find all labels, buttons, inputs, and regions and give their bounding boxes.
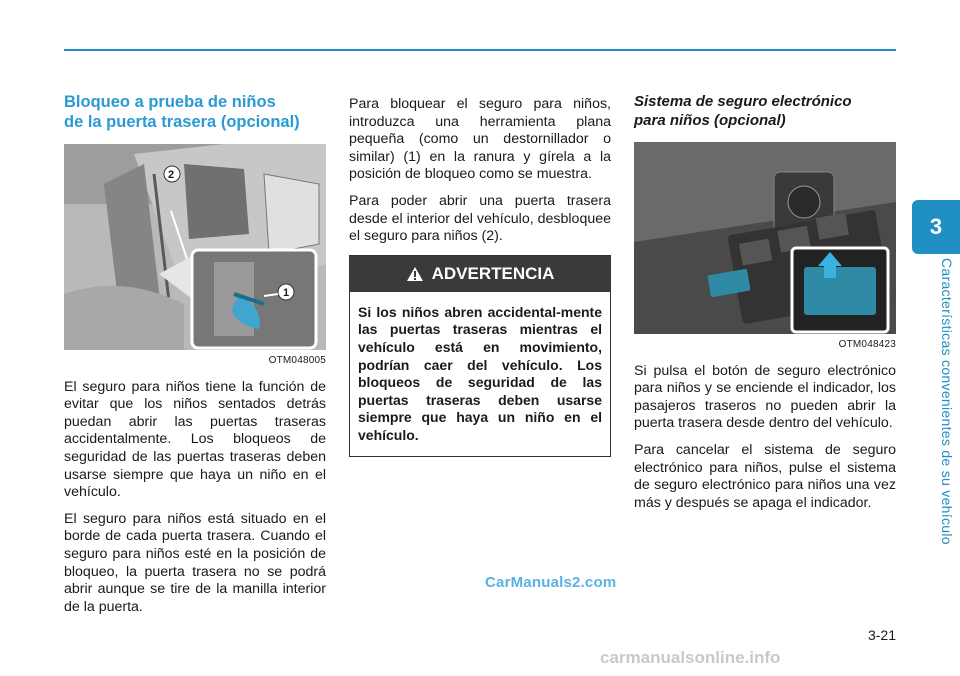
callout-1-label: 1	[283, 287, 290, 299]
column-2	[349, 96, 611, 457]
callout-2-label: 2	[168, 169, 175, 181]
paragraph: Para poder abrir una puerta trasera desde el interior del vehículo, desbloquee el seguro para niños (2).	[349, 192, 611, 245]
paragraph: El seguro para niños está situado en el borde de cada puerta trasera. Cuando el seguro para niños esté en la posición de bloqueo, la puerta trasera no se podrá abrir aunque se tire de la manilla interior de la puerta.	[64, 510, 326, 615]
column-1	[64, 92, 326, 625]
page-number: 3-21	[867, 627, 896, 643]
section-heading-child-lock: Bloqueo a prueba de niños de la puerta trasera (opcional)	[64, 93, 300, 131]
paragraph: Para bloquear el seguro para niños, introduzca una herramienta plana pequeña (como un destornillador o similar) (1) en la ranura y gírela a la posición de bloqueo como se muestra.	[349, 96, 611, 183]
door-lock-illustration	[64, 144, 326, 350]
warning-text: Si los niños abren accidental-mente las puertas traseras mientras el vehículo está en movimiento, podrían caer del vehículo. Los bloqueos de seguridad de las puertas traseras deben usarse siempre que haya un niño en el vehículo.	[358, 303, 602, 443]
warning-triangle-icon	[406, 266, 424, 282]
column-3	[634, 92, 896, 521]
figure-rear-door-lock	[64, 144, 326, 350]
paragraph: Si pulsa el botón de seguro electrónico para niños y se enciende el indicador, los pasajeros traseros no pueden abrir la puerta trasera desde dentro del vehículo.	[634, 362, 896, 432]
chapter-number-tab[interactable]: 3	[912, 200, 960, 254]
paragraph: El seguro para niños tiene la función de evitar que los niños sentados detrás puedan abrir las puertas traseras accidentalmente. Los bloqueos de seguridad de las puertas traseras deben usarse siempre que haya un niño en el vehículo.	[64, 378, 326, 501]
paragraph: Para cancelar el sistema de seguro electrónico para niños, pulse el sistema de seguro electrónico para niños una vez más y después se apaga el indicador.	[634, 441, 896, 511]
chapter-title: Características convenientes de su vehículo	[939, 258, 955, 545]
section-heading-electronic-lock: Sistema de seguro electrónico para niños (opcional)	[634, 93, 852, 129]
figure-code: OTM048005	[268, 355, 326, 366]
top-rule	[64, 49, 896, 51]
electronic-lock-illustration	[634, 142, 896, 334]
figure-electronic-lock	[634, 142, 896, 334]
watermark-link[interactable]: CarManuals2.com	[485, 574, 617, 591]
figure-code: OTM048423	[838, 339, 896, 350]
warning-box	[349, 255, 611, 457]
warning-header	[350, 256, 610, 292]
footer-watermark: carmanualsonline.info	[600, 648, 781, 667]
warning-title: ADVERTENCIA	[431, 263, 555, 283]
